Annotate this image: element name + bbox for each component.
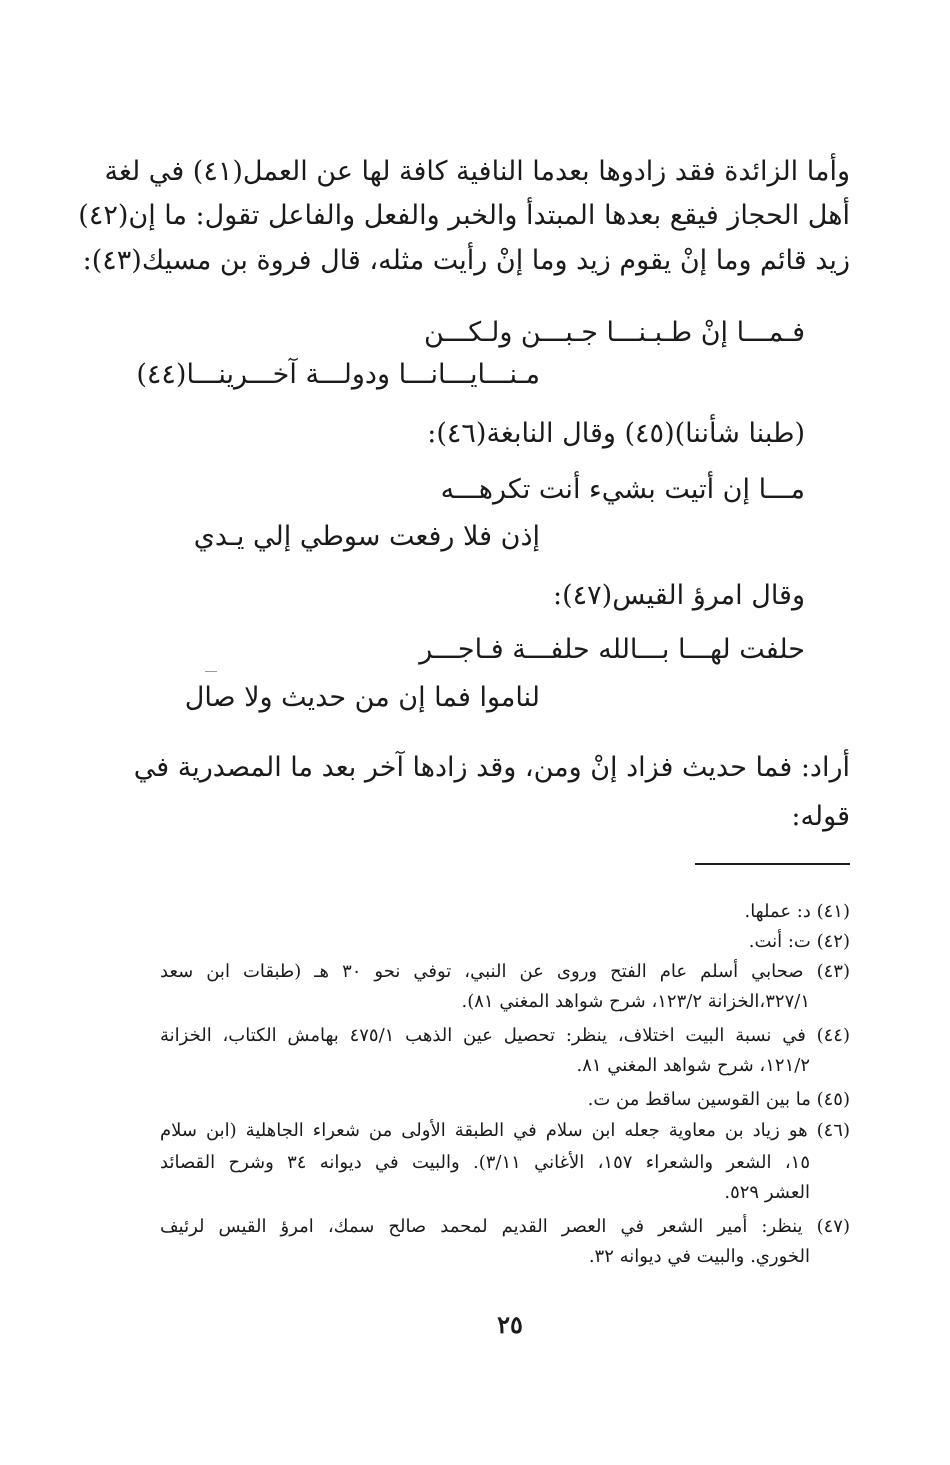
verse-2-second-hemistich: إذن فلا رفعت سوطي إلي يـدي <box>193 521 540 552</box>
footnote-47-cont: الخوري. والبيت في ديوانه ٣٢. <box>588 1246 810 1267</box>
stray-mark <box>205 671 217 672</box>
footnote-44-cont: ١٢١/٢، شرح شواهد المغني ٨١. <box>576 1055 810 1076</box>
verse-1-first-hemistich: فـمـــا إنْ طـبـنـــا جـبـــن ولـكـــن <box>423 317 805 348</box>
gloss-line: (طبنا شأننا)(٤٥) وقال النابغة(٤٦): <box>427 418 805 449</box>
page-number: ٢٥ <box>497 1310 523 1339</box>
footnote-44: (٤٤) في نسبة البيت اختلاف، ينظر: تحصيل عين الذهب ٤٧٥/١ بهامش الكتاب، الخزانة <box>160 1025 851 1046</box>
body-line-1: وأما الزائدة فقد زادوها بعدما النافية كافة لها عن العمل(٤١) في لغة <box>104 156 850 187</box>
footnote-46: (٤٦) هو زياد بن معاوية جعله ابن سلام في الطبقة الأولى من شعراء الجاهلية (ابن سلام <box>160 1120 850 1141</box>
footnote-43-cont: ٣٢٧/١،الخزانة ١٢٣/٢، شرح شواهد المغني ٨١). <box>461 991 810 1012</box>
footnote-46-cont: ١٥، الشعر والشعراء ١٥٧، الأغاني ٣/١١). والبيت في ديوانه ٣٤ وشرح القصائد <box>160 1152 810 1173</box>
intro-line: وقال امرؤ القيس(٤٧): <box>553 580 805 611</box>
verse-3-first-hemistich: حلفت لهـــا بـــالله حلفـــة فـاجـــر <box>419 634 805 665</box>
footnote-43: (٤٣) صحابي أسلم عام الفتح وروى عن النبي، توفي نحو ٣٠ هـ (طبقات ابن سعد <box>160 961 850 982</box>
verse-1-second-hemistich: مـنـــايـــانـــا ودولـــة آخـــرينـــا(٤٤) <box>136 359 540 390</box>
body-line-3: زيد قائم وما إنْ يقوم زيد وما إنْ رأيت مثله، قال فروة بن مسيك(٤٣): <box>82 245 850 276</box>
body-line-after-2: قوله: <box>791 801 850 832</box>
footnote-41: (٤١) د: عملها. <box>744 901 850 922</box>
body-line-2: أهل الحجاز فيقع بعدها المبتدأ والخبر والفعل والفاعل تقول: ما إن(٤٢) <box>78 200 850 231</box>
footnote-42: (٤٢) ت: أنت. <box>748 931 850 952</box>
verse-3-second-hemistich: لناموا فما إن من حديث ولا صال <box>184 682 540 713</box>
footnote-47: (٤٧) ينظر: أمير الشعر في العصر القديم لمحمد صالح سمك، امرؤ القيس لرئيف <box>160 1216 850 1237</box>
verse-2-first-hemistich: مـــا إن أتيت بشيء أنت تكرهـــه <box>440 474 805 505</box>
body-line-after-1: أراد: فما حديث فزاد إنْ ومن، وقد زادها آخر بعد ما المصدرية في <box>133 752 850 783</box>
footnote-45: (٤٥) ما بين القوسين ساقط من ت. <box>587 1089 850 1110</box>
footnote-46-cont-2: العشر ٥٢٩. <box>724 1182 810 1203</box>
footnote-separator <box>695 863 850 865</box>
